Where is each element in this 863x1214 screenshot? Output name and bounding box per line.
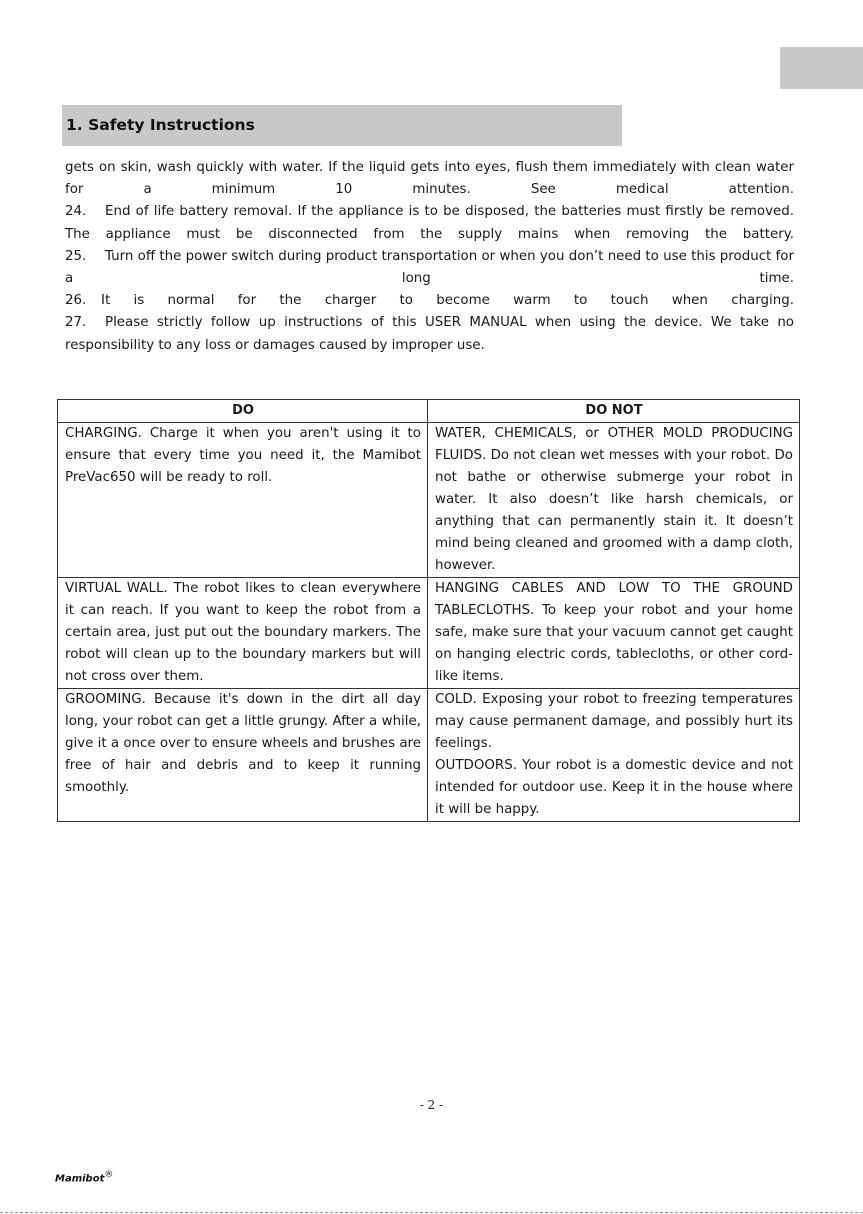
do-column-header: DO xyxy=(58,400,428,423)
table-row xyxy=(58,689,800,822)
brand-logo xyxy=(55,1170,113,1184)
item-text: It is normal for the charger to become warm to touch when charging. xyxy=(101,293,794,309)
do-not-cell xyxy=(428,689,800,822)
do-not-cell xyxy=(428,423,800,578)
do-cell xyxy=(58,423,428,578)
do-not-cell-text: COLD. Exposing your robot to freezing temperatures may cause permanent damage, and possibly hurt its feelings. xyxy=(435,692,793,751)
do-dont-table xyxy=(57,399,800,822)
intro-item xyxy=(65,201,794,245)
chapter-tab xyxy=(780,47,863,89)
page-number: - 2 - xyxy=(419,1098,444,1112)
do-cell-text: CHARGING. Charge it when you aren't using it to ensure that every time you need it, the Mamibot PreVac650 will be ready to roll. xyxy=(65,426,421,485)
do-cell xyxy=(58,689,428,822)
registered-mark: ® xyxy=(104,1170,114,1180)
do-not-cell xyxy=(428,578,800,689)
item-text: Please strictly follow up instructions of this USER MANUAL when using the device. We take no responsibility to any loss or damages caused by improper use. xyxy=(65,315,794,353)
item-text: Turn off the power switch during product transportation or when you don’t need to use this product for a long time. xyxy=(65,248,794,287)
do-not-cell-text: HANGING CABLES AND LOW TO THE GROUND TABLECLOTHS. To keep your robot and your home safe, make sure that your vacuum cannot get caught on hanging electric cords, tablecloths, or other cord-like items. xyxy=(435,581,793,684)
intro-item xyxy=(65,312,794,356)
table-header-row xyxy=(58,400,800,423)
do-cell xyxy=(58,578,428,689)
intro-lead: gets on skin, wash quickly with water. If the liquid gets into eyes, flush them immediately with clean water for a minimum 10 minutes. See medical attention. xyxy=(65,160,794,198)
item-number: 25. xyxy=(65,248,87,264)
table-row xyxy=(58,423,800,578)
section-title: 1. Safety Instructions xyxy=(62,105,622,146)
page-edge-divider xyxy=(0,1212,863,1213)
intro-item xyxy=(65,290,794,312)
do-not-cell-text: WATER, CHEMICALS, or OTHER MOLD PRODUCING FLUIDS. Do not clean wet messes with your robot. Do not bathe or otherwise submerge your robot in water. It also doesn’t like harsh chemicals, or anything that can permanently stain it. It doesn’t mind being cleaned and groomed with a damp cloth, however. xyxy=(435,426,793,573)
do-not-column-header: DO NOT xyxy=(428,400,800,423)
do-cell-text: VIRTUAL WALL. The robot likes to clean everywhere it can reach. If you want to keep the robot from a certain area, just put out the boundary markers. The robot will clean up to the boundary markers but will not cross over them. xyxy=(65,581,421,684)
brand-name: Mamibot xyxy=(55,1173,105,1185)
table-row xyxy=(58,578,800,689)
item-number: 24. xyxy=(65,204,87,220)
do-not-cell-text: OUTDOORS. Your robot is a domestic device and not intended for outdoor use. Keep it in the house where it will be happy. xyxy=(435,758,793,817)
item-number: 27. xyxy=(65,315,87,331)
intro-item xyxy=(65,246,794,290)
item-text: End of life battery removal. If the appliance is to be disposed, the batteries must firstly be removed. The appliance must be disconnected from the supply mains when removing the battery. xyxy=(65,204,794,242)
do-cell-text: GROOMING. Because it's down in the dirt all day long, your robot can get a little grungy. After a while, give it a once over to ensure wheels and brushes are free of hair and debris and to keep it running smoothly. xyxy=(65,692,421,795)
intro-text xyxy=(65,157,794,357)
item-number: 26. xyxy=(65,293,87,309)
